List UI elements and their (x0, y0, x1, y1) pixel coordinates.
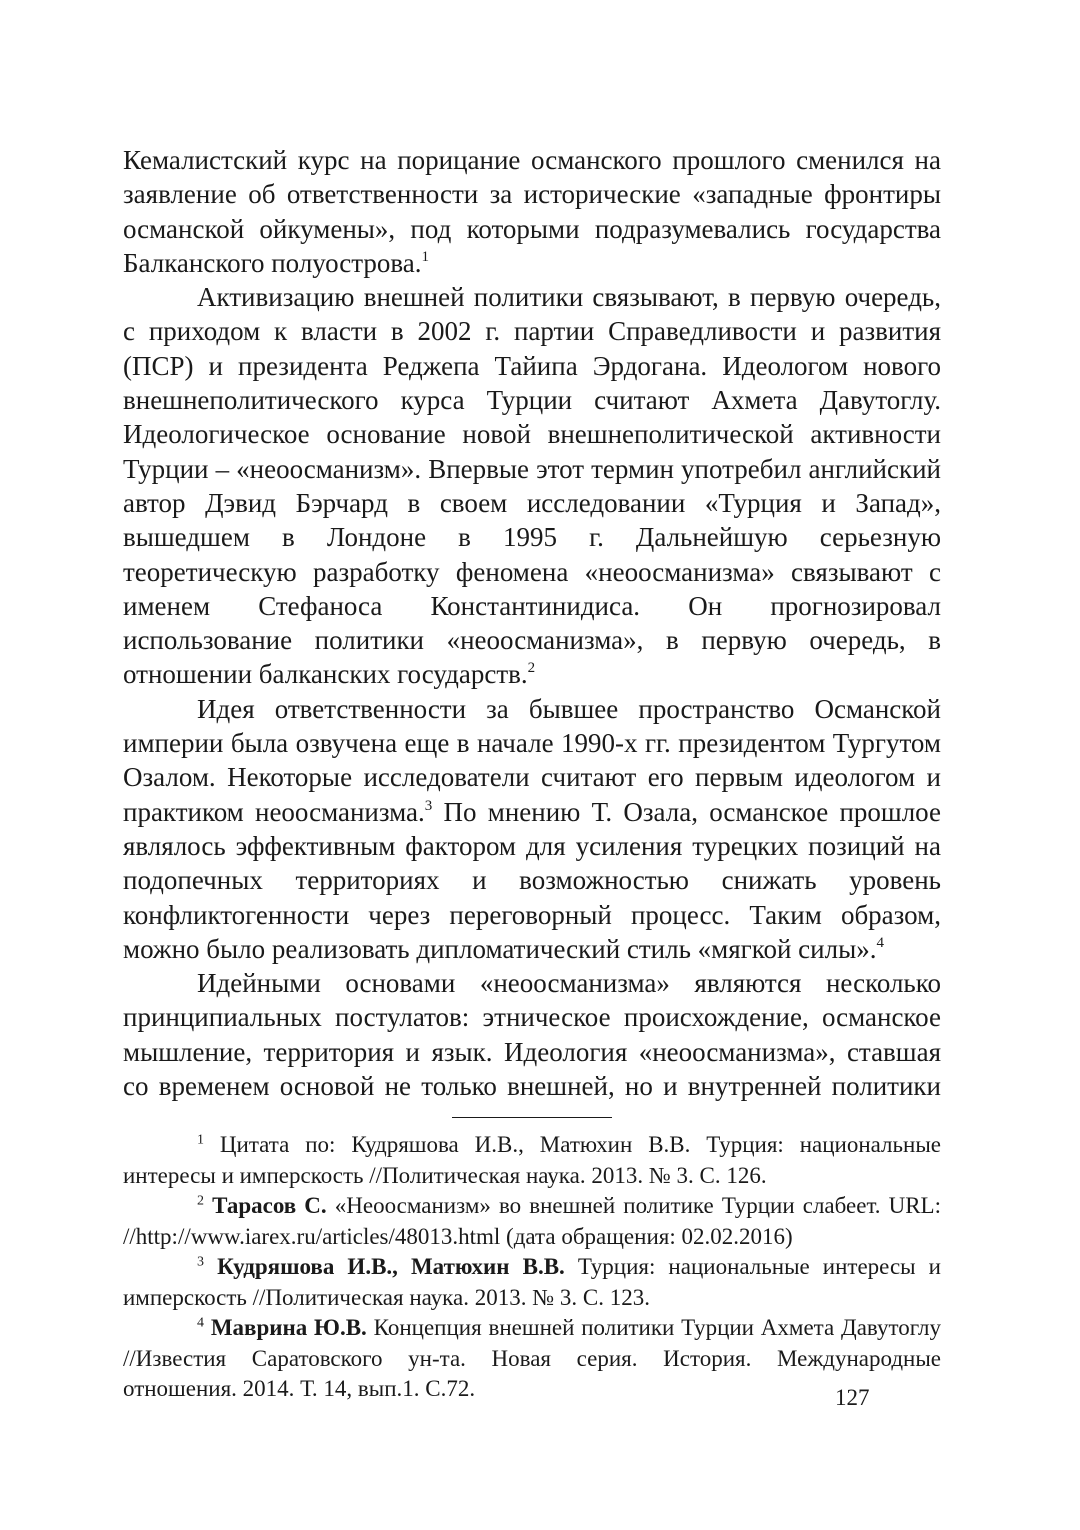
footnotes (123, 1130, 941, 1405)
paragraph-text: Идейными основами «неоосманизма» являются несколько принципиальных постулатов: этническое происхождение, османское мышление, территория и язык. Идеология «неоосманизма», ставшая со временем основой не только внешней, но и внутренней политики (123, 968, 941, 1102)
footnote-text: Концепция внешней политики Турции Ахмета Давутоглу //Известия Саратовского ун-та. Новая серия. История. Международные отношения. 2014. Т. 14, вып.1. С.72. (123, 1315, 942, 1402)
footnote-reference-4[interactable]: 4 (876, 934, 884, 951)
footnote-number: 4 (197, 1315, 204, 1331)
footnote-number: 3 (197, 1254, 204, 1270)
paragraph-2 (123, 280, 941, 692)
footnote-author: Маврина Ю.В. (204, 1315, 367, 1341)
footnote-text: Турция: национальные интересы и имперскость //Политическая наука. 2013. № 3. С. 123. (123, 1254, 941, 1310)
footnote-text: Цитата по: Кудряшова И.В., Матюхин В.В. Турция: национальные интересы и имперскость //Политическая наука. 2013. № 3. С. 126. (123, 1132, 941, 1188)
page (123, 143, 941, 1405)
footnote-separator (452, 1117, 612, 1118)
paragraph-text: Активизацию внешней политики связывают, в первую очередь, с приходом к власти в 2002 г. партии Справедливости и развития (ПСР) и президента Реджепа Тайипа Эрдогана. Идеологом нового внешнеполитического курса Турции считают Ахмета Давутоглу. Идеологическое основание новой внешнеполитической активности Турции – «неоосманизм». Впервые этот термин употребил английский автор Дэвид Бэрчард в своем исследовании «Турция и Запад», вышедшем в Лондоне в 1995 г. Дальнейшую серьезную теоретическую разработку феномена «неоосманизма» связывают с именем Стефаноса Константинидиса. Он прогнозировал использование политики «неоосманизма», в первую очередь, в отношении балканских государств. (123, 282, 941, 690)
paragraph-3 (123, 692, 941, 966)
paragraph-text: Кемалистский курс на порицание османского прошлого сменился на заявление об ответственности за исторические «западные фронтиры османской ойкумены», под которыми подразумевались государства Балканского полуострова. (123, 145, 941, 278)
footnote-author: Кудряшова И.В., Матюхин В.В. (204, 1254, 565, 1280)
footnote-4 (123, 1313, 941, 1405)
footnote-author: Тарасов С. (204, 1193, 327, 1219)
footnote-3 (123, 1252, 941, 1313)
footnote-number: 2 (197, 1193, 204, 1209)
body-text (123, 143, 941, 1103)
footnote-reference-3[interactable]: 3 (424, 797, 433, 814)
paragraph-1 (123, 143, 941, 280)
footnote-number: 1 (197, 1132, 204, 1148)
footnote-2 (123, 1191, 941, 1252)
page-number: 127 (835, 1385, 870, 1410)
paragraph-text-end: По мнению Т. Озала, османское прошлое являлось эффективным фактором для усиления турецких позиций на подопечных территориях и возможностью снижать уровень конфликтогенности через переговорный процесс. Таким образом, можно было реализовать дипломатический стиль «мягкой силы». (123, 796, 941, 964)
footnote-text: «Неоосманизм» во внешней политике Турции слабеет. URL: //http://www.iarex.ru/articles/48013.html (дата обращения: 02.02.2016) (123, 1193, 941, 1249)
footnote-reference-2[interactable]: 2 (527, 660, 536, 677)
footnote-1 (123, 1130, 941, 1191)
footnote-reference-1[interactable]: 1 (421, 248, 430, 265)
paragraph-4 (123, 966, 941, 1103)
paragraph-text-start: Идея ответственности за бывшее пространство Османской империи была озвучена еще в начале 1990-х гг. президентом Тургутом Озалом. Некоторые исследователи считают его первым идеологом и практиком неоосманизма. (123, 693, 941, 827)
